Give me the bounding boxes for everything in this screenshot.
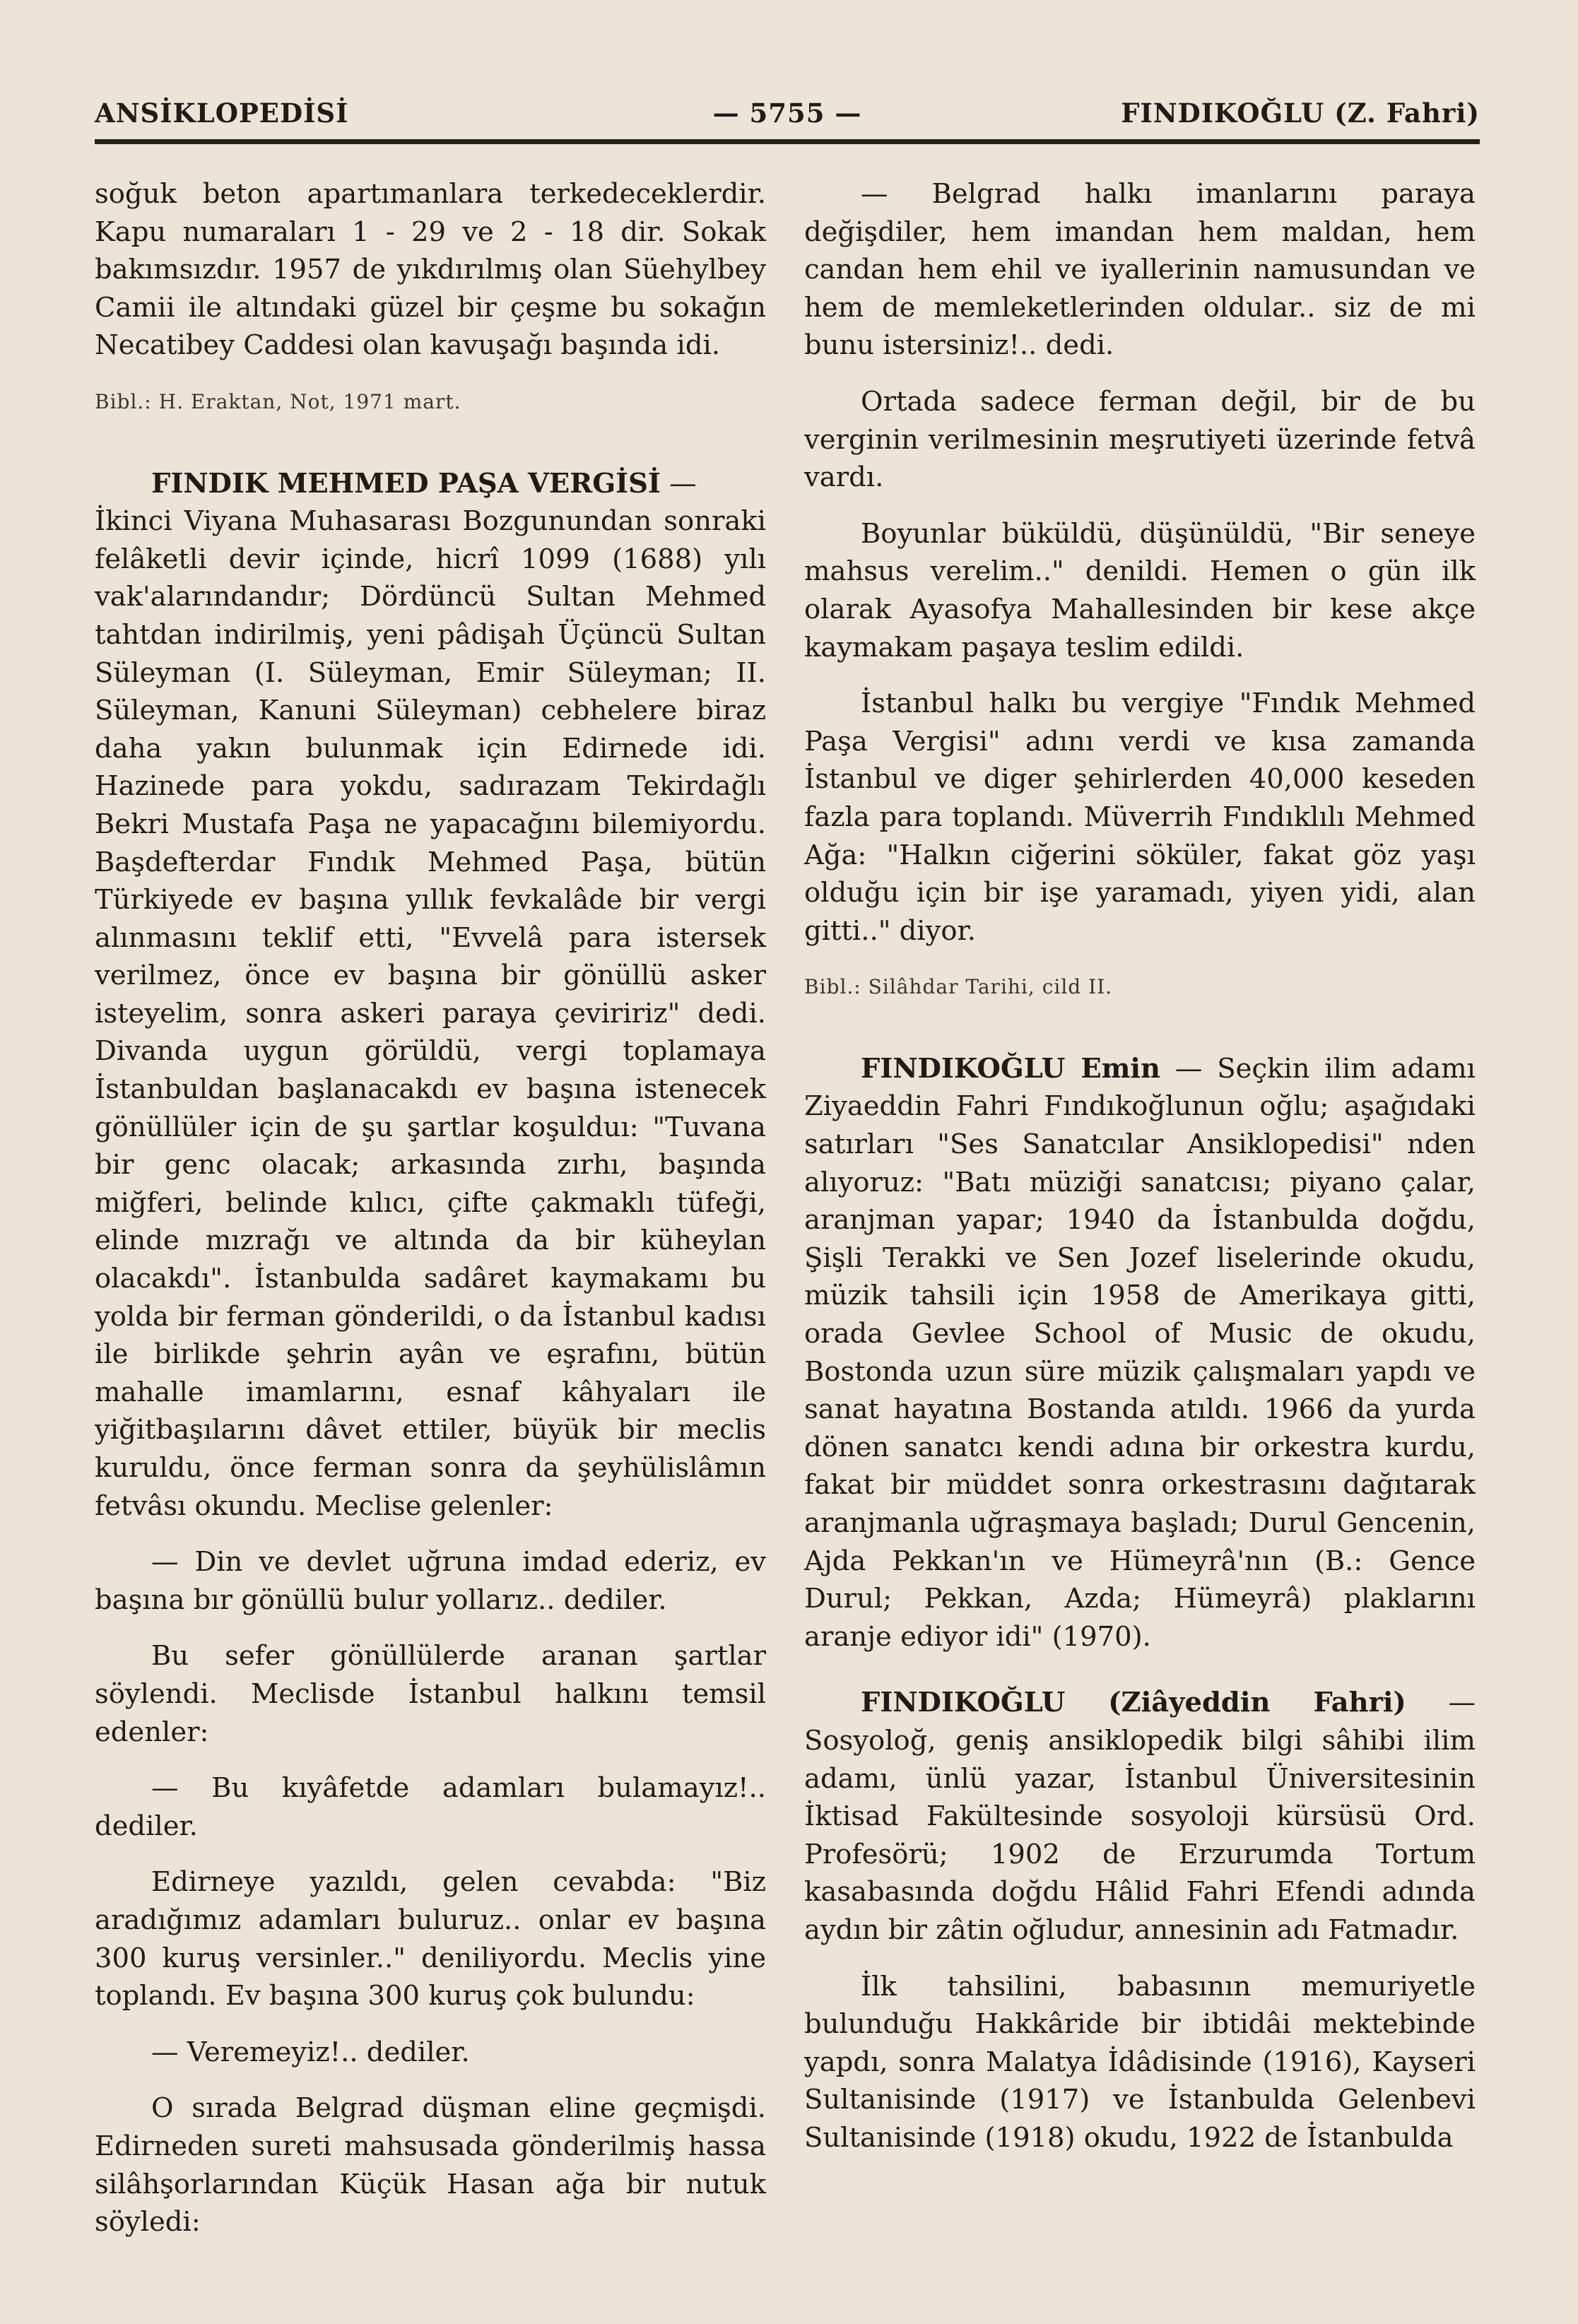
dialogue: — Veremeyiz!.. dediler. (151, 2036, 470, 2068)
running-header (95, 90, 1480, 140)
bibliography: Bibl.: H. Eraktan, Not, 1971 mart. (95, 389, 461, 413)
paragraph: Ortada sadece ferman değil, bir de bu verginin verilmesinin meşrutiyeti üzerinde fetvâ vardı. (804, 385, 1476, 494)
entry-title: FINDIKOĞLU Emin (861, 1052, 1161, 1085)
entry-paragraph (95, 465, 766, 1526)
paragraph: Boyunlar büküldü, düşünüldü, "Bir seneye mahsus verelim.." denildi. Hemen o gün ilk olarak Ayasofya Mahallesinden bir kese akçe kaymakam paşaya teslim edildi. (804, 517, 1476, 663)
dialogue: — Bu kıyâfetde adamları bulamayız!.. dediler. (95, 1772, 766, 1842)
paragraph: — Belgrad halkı imanlarını paraya değişdiler, hem imandan hem maldan, hem candan hem ehil ve iyallerinin namusundan ve hem de memleketlerinden oldular.. siz de mi bunu istersiniz!.. dedi. (804, 178, 1476, 362)
entry-paragraph (804, 1684, 1476, 1949)
paragraph: Bu sefer gönüllülerde aranan şartlar söylendi. Meclisde İstanbul halkını temsil edenler: (95, 1640, 766, 1748)
paragraph: Edirneye yazıldı, gelen cevabda: "Biz aradığımız adamları buluruz.. onlar ev başına 300 kuruş versinler.." deniliyordu. Meclis yine toplandı. Ev başına 300 kuruş çok bulundu: (95, 1866, 766, 2012)
bibliography: Bibl.: Silâhdar Tarihi, cild II. (804, 975, 1113, 999)
header-left: ANSİKLOPEDİSİ (95, 98, 349, 129)
entry-paragraph (804, 1050, 1476, 1656)
dialogue: — Din ve devlet uğruna imdad ederiz, ev başına bır gönüllü bulur yollarız.. dediler. (95, 1546, 766, 1616)
entry-dash: — (660, 467, 697, 500)
header-rule (95, 139, 1480, 144)
paragraph: İlk tahsilini, babasının memuriyetle bulunduğu Hakkâride bir ibtidâi mektebinde yapdı, sonra Malatya İdâdisinde (1916), Kayseri Sultanisinde (1917) ve İstanbulda Gelenbevi Sultanisinde (1918) okudu, 1922 de İstanbulda (804, 1970, 1476, 2154)
right-column (804, 175, 1476, 2157)
entry-text: — Sosyoloğ, geniş ansiklopedik bilgi sâhibi ilim adamı, ünlü yazar, İstanbul Üniversitesinin İktisad Fakültesinde sosyoloji kürsüsü Ord. Profesörü; 1902 de Erzurumda Tortum kasabasında doğdu Hâlid Fahri Efendi adında aydın bir zâtin oğludur, annesinin adı Fatmadır. (804, 1687, 1476, 1946)
paragraph: soğuk beton apartımanlara terkedeceklerdir. Kapu numaraları 1 - 29 ve 2 - 18 dir. Sokak bakımsızdır. 1957 de yıkdırılmış olan Süehylbey Camii ile altındaki güzel bir çeşme bu sokağın Necatibey Caddesi olan kavuşağı başında idi. (95, 178, 766, 362)
entry-title: FINDIKOĞLU (Ziâyeddin Fahri) (861, 1687, 1406, 1719)
entry-text: İkinci Viyana Muhasarası Bozgunundan sonraki felâketli devir içinde, hicrî 1099 (1688) yılı vak'alarındandır; Dördüncü Sultan Mehmed tahtdan indirilmiş, yeni pâdişah Üçüncü Sultan Süleyman (I. Süleyman, Emir Süleyman; II. Süleyman, Kanuni Süleyman) cebhelere biraz daha yakın bulunmak için Edirnede idi. Hazinede para yokdu, sadırazam Tekirdağlı Bekri Mustafa Paşa ne yapacağını bilemiyordu. Başdefterdar Fındık Mehmed Paşa, bütün Türkiyede ev başına yıllık fevkalâde bir vergi alınmasını teklif etti, "Evvelâ para istersek verilmez, önce ev başına bir gönüllü asker isteyelim, sonra askeri paraya çeviririz" dedi. Divanda uygun görüldü, vergi toplamaya İstanbuldan başlanacakdı ev başına istenecek gönüllüler için de şu şartlar koşulduı: "Tuvana bir genc olacak; arkasında zırhı, başında miğferi, belinde kılıcı, çifte çakmaklı tüfeği, elinde mızrağı ve altında da bir küheylan olacakdı". İstanbulda sadâret kaymakamı bu yolda bir ferman gönderildi, o da İstanbul kadısı ile birlikde şehrin ayân ve eşrafını, bütün mahalle imamlarını, esnaf kâhyaları ile yiğitbaşılarını dâvet ettiler, büyük bir meclis kuruldu, önce ferman sonra da şeyhülislâmın fetvâsı okundu. Meclise gelenler: (95, 505, 766, 1522)
left-column (95, 175, 766, 2241)
paragraph: O sırada Belgrad düşman eline geçmişdi. Edirneden sureti mahsusada gönderilmiş hassa silâhşorlarından Küçük Hasan ağa bir nutuk söyledi: (95, 2092, 766, 2239)
header-right: FINDIKOĞLU (Z. Fahri) (1121, 98, 1480, 129)
entry-text: — Seçkin ilim adamı Ziyaeddin Fahri Fındıkoğlunun oğlu; aşağıdaki satırları "Ses Sanatcılar Ansiklopedisi" nden alıyoruz: "Batı müziği sanatcısı; piyano çalar, aranjman yapar; 1940 da İstanbulda doğdu, Şişli Terakki ve Sen Jozef liselerinde okudu, müzik tahsili için 1958 de Amerikaya gitti, orada Gevlee School of Music de okudu, Bostonda uzun süre müzik çalışmaları yapdı ve sanat hayatına Bostanda atıldı. 1966 da yurda dönen sanatcı kendi adına bir orkestra kurdu, fakat bir müddet sonra orkestrasını dağıtarak aranjmanla uğraşmaya başladı; Durul Gencenin, Ajda Pekkan'ın ve Hümeyrâ'nın (B.: Gence Durul; Pekkan, Azda; Hümeyrâ) plaklarını aranje ediyor idi" (1970). (804, 1052, 1476, 1653)
entry-title: FINDIK MEHMED PAŞA VERGİSİ (151, 467, 661, 500)
paragraph: İstanbul halkı bu vergiye "Fındık Mehmed Paşa Vergisi" adını verdi ve kısa zamanda İstanbul ve diger şehirlerden 40,000 keseden fazla para toplandı. Müverrih Fındıklılı Mehmed Ağa: "Halkın ciğerini söküler, fakat göz yaşı olduğu için bir işe yaramadı, yiyen yidi, alan gitti.." diyor. (804, 688, 1476, 947)
page-number: — 5755 — (712, 98, 862, 129)
